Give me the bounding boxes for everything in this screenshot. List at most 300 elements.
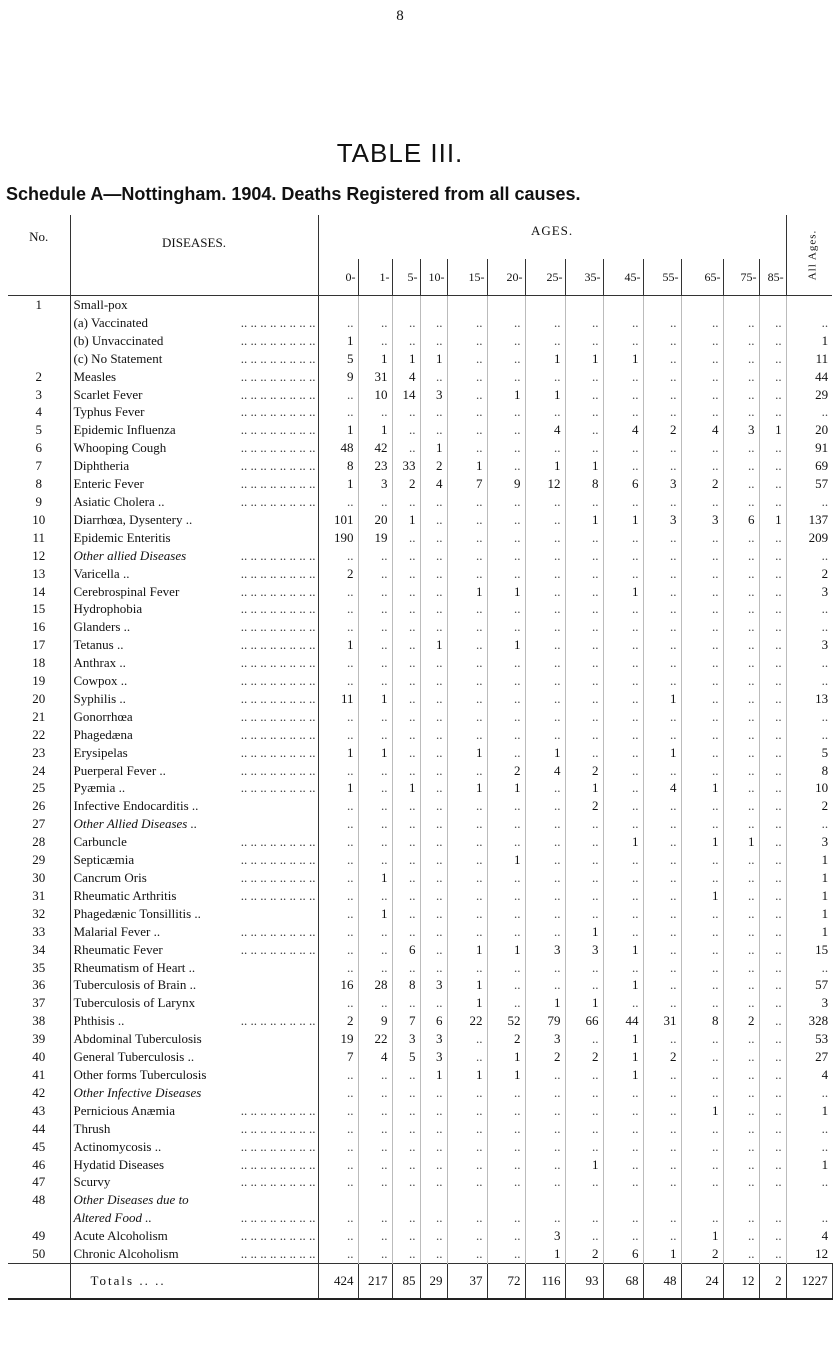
age-value: 4 <box>392 368 420 386</box>
age-value: .. <box>420 672 447 690</box>
disease-name-cell <box>70 923 318 941</box>
disease-name: Measles <box>74 369 120 384</box>
disease-name: Enteric Fever <box>74 476 147 491</box>
age-value: .. <box>318 708 358 726</box>
age-value: .. <box>723 1209 759 1227</box>
age-value: .. <box>358 815 392 833</box>
all-ages-value: .. <box>821 1120 829 1136</box>
age-value: .. <box>565 1138 603 1156</box>
age-value: 1 <box>565 511 603 529</box>
all-ages-value <box>786 1191 832 1209</box>
age-value: .. <box>759 1245 786 1263</box>
age-value: .. <box>358 1120 392 1138</box>
disease-name-cell <box>70 1209 318 1227</box>
age-value: .. <box>392 1156 420 1174</box>
age-value: 1 <box>759 421 786 439</box>
disease-name: Malarial Fever .. <box>74 924 164 939</box>
row-number: 19 <box>8 672 70 690</box>
age-value: .. <box>487 923 525 941</box>
age-value: .. <box>565 1120 603 1138</box>
age-value: 1 <box>565 779 603 797</box>
age-value: .. <box>447 493 487 511</box>
all-ages-value: .. <box>821 816 829 832</box>
age-value: 1 <box>318 421 358 439</box>
age-value: 9 <box>487 475 525 493</box>
age-value: 14 <box>392 386 420 404</box>
age-value: .. <box>392 869 420 887</box>
age-value: .. <box>420 547 447 565</box>
age-value: 2 <box>681 1245 723 1263</box>
age-value: .. <box>723 887 759 905</box>
age-value: .. <box>420 726 447 744</box>
disease-name-cell <box>70 314 318 332</box>
disease-name-cell <box>70 941 318 959</box>
age-value: .. <box>392 529 420 547</box>
disease-name-cell <box>70 350 318 368</box>
all-ages-value: .. <box>821 1174 829 1190</box>
age-value: .. <box>525 403 565 421</box>
disease-name: Other allied Diseases <box>74 548 190 563</box>
age-value: .. <box>681 350 723 368</box>
age-value: .. <box>447 332 487 350</box>
table-row <box>8 1120 832 1138</box>
all-ages-value: .. <box>821 1138 829 1154</box>
age-value: .. <box>447 1209 487 1227</box>
table-row <box>8 851 832 869</box>
age-value: .. <box>420 708 447 726</box>
age-value: 3 <box>358 475 392 493</box>
age-value: 1 <box>565 350 603 368</box>
age-value: .. <box>603 797 643 815</box>
age-value: .. <box>643 1173 681 1191</box>
age-value: .. <box>643 959 681 977</box>
age-value: .. <box>420 887 447 905</box>
age-value: .. <box>681 457 723 475</box>
age-value: .. <box>318 833 358 851</box>
age-value: .. <box>681 636 723 654</box>
row-number: 14 <box>8 583 70 601</box>
age-value: .. <box>643 600 681 618</box>
age-value: .. <box>392 618 420 636</box>
age-value: .. <box>447 708 487 726</box>
age-value: 1 <box>420 1066 447 1084</box>
age-value: .. <box>358 1227 392 1245</box>
age-value: 1 <box>759 511 786 529</box>
age-value: 1 <box>358 350 392 368</box>
all-ages-value: 4 <box>821 1066 829 1082</box>
row-number: 18 <box>8 654 70 672</box>
age-value: .. <box>318 797 358 815</box>
age-value: .. <box>723 1173 759 1191</box>
all-ages-value: 137 <box>808 511 829 527</box>
age-value: .. <box>392 762 420 780</box>
table-row <box>8 421 832 439</box>
age-value: 4 <box>603 421 643 439</box>
age-value <box>358 296 392 314</box>
age-value: .. <box>681 600 723 618</box>
age-value: .. <box>643 762 681 780</box>
disease-name: Carbuncle <box>74 834 130 849</box>
age-value: .. <box>318 994 358 1012</box>
age-value: 1 <box>681 779 723 797</box>
age-value: .. <box>603 332 643 350</box>
disease-name-cell <box>70 654 318 672</box>
age-value: .. <box>525 636 565 654</box>
table-row <box>8 654 832 672</box>
age-value: .. <box>723 547 759 565</box>
age-value: .. <box>643 869 681 887</box>
disease-name: (c) No Statement <box>74 351 166 366</box>
age-value <box>525 1191 565 1209</box>
all-ages-header <box>786 215 832 296</box>
age-group-header: 65- <box>681 259 723 296</box>
disease-name-cell <box>70 672 318 690</box>
age-value: .. <box>643 994 681 1012</box>
age-value: .. <box>565 314 603 332</box>
age-value: .. <box>447 529 487 547</box>
age-value: .. <box>392 600 420 618</box>
age-value: .. <box>643 708 681 726</box>
age-value: 1 <box>420 439 447 457</box>
age-value: .. <box>759 1227 786 1245</box>
age-value: .. <box>723 1048 759 1066</box>
age-value: .. <box>318 547 358 565</box>
age-value: 1 <box>392 779 420 797</box>
age-value: .. <box>681 1209 723 1227</box>
table-row <box>8 887 832 905</box>
disease-name: Phthisis .. <box>74 1013 128 1028</box>
age-value: 1 <box>318 332 358 350</box>
age-value: .. <box>487 833 525 851</box>
row-number: 22 <box>8 726 70 744</box>
table-row <box>8 815 832 833</box>
disease-name-cell <box>70 403 318 421</box>
age-value: .. <box>447 1048 487 1066</box>
row-number: 46 <box>8 1156 70 1174</box>
age-value: .. <box>447 403 487 421</box>
table-row <box>8 350 832 368</box>
age-value: .. <box>565 439 603 457</box>
row-number <box>8 332 70 350</box>
age-value: .. <box>723 1156 759 1174</box>
age-value: .. <box>681 1084 723 1102</box>
age-value: 1 <box>447 744 487 762</box>
total-value: 116 <box>525 1263 565 1299</box>
row-number: 21 <box>8 708 70 726</box>
disease-name: Typhus Fever <box>74 404 148 419</box>
age-value: 1 <box>487 941 525 959</box>
age-value: .. <box>447 1245 487 1263</box>
table-row <box>8 779 832 797</box>
age-value: .. <box>759 583 786 601</box>
table-row <box>8 1138 832 1156</box>
row-number: 26 <box>8 797 70 815</box>
disease-name-cell <box>70 690 318 708</box>
age-value: .. <box>420 851 447 869</box>
row-number: 13 <box>8 565 70 583</box>
age-value: 5 <box>318 350 358 368</box>
age-value: .. <box>525 690 565 708</box>
age-value: .. <box>603 1102 643 1120</box>
age-value: .. <box>358 618 392 636</box>
age-value: .. <box>420 583 447 601</box>
age-value: .. <box>447 672 487 690</box>
age-value: .. <box>681 923 723 941</box>
age-value: .. <box>525 976 565 994</box>
age-value: 20 <box>358 511 392 529</box>
age-value: .. <box>643 887 681 905</box>
age-value: .. <box>681 403 723 421</box>
age-value: .. <box>723 1084 759 1102</box>
all-ages-value: 91 <box>815 440 829 456</box>
age-value: .. <box>723 815 759 833</box>
age-value: .. <box>392 690 420 708</box>
age-value: .. <box>681 959 723 977</box>
age-value: 1 <box>525 350 565 368</box>
age-value: 8 <box>318 457 358 475</box>
age-value: .. <box>525 314 565 332</box>
age-value <box>723 296 759 314</box>
age-value: .. <box>759 1066 786 1084</box>
age-value: .. <box>565 815 603 833</box>
row-number: 36 <box>8 976 70 994</box>
age-value: .. <box>681 815 723 833</box>
age-value: .. <box>420 994 447 1012</box>
age-value: 12 <box>525 475 565 493</box>
age-value: .. <box>358 1156 392 1174</box>
age-value: .. <box>603 959 643 977</box>
age-value: .. <box>447 869 487 887</box>
age-value <box>420 296 447 314</box>
all-ages-value: 29 <box>815 386 829 402</box>
disease-name-cell <box>70 511 318 529</box>
age-value <box>392 296 420 314</box>
disease-name-cell <box>70 744 318 762</box>
age-value: .. <box>759 475 786 493</box>
table-row <box>8 386 832 404</box>
disease-name-cell <box>70 1102 318 1120</box>
row-number: 5 <box>8 421 70 439</box>
age-value: 2 <box>392 475 420 493</box>
age-value: 1 <box>487 636 525 654</box>
age-value: 1 <box>392 511 420 529</box>
age-value: .. <box>392 923 420 941</box>
table-row <box>8 1012 832 1030</box>
age-value: .. <box>318 654 358 672</box>
all-ages-value: 1 <box>821 870 829 885</box>
age-value: .. <box>723 583 759 601</box>
age-value: .. <box>565 600 603 618</box>
age-value: .. <box>447 833 487 851</box>
row-number: 34 <box>8 941 70 959</box>
age-value: .. <box>420 744 447 762</box>
age-value: .. <box>525 654 565 672</box>
age-value <box>603 1191 643 1209</box>
age-value: .. <box>487 547 525 565</box>
age-value: .. <box>318 618 358 636</box>
age-value: .. <box>358 887 392 905</box>
age-value: 1 <box>318 779 358 797</box>
age-value: .. <box>603 851 643 869</box>
age-value: 5 <box>392 1048 420 1066</box>
age-value: .. <box>565 547 603 565</box>
age-value: .. <box>420 368 447 386</box>
row-number: 44 <box>8 1120 70 1138</box>
age-value: 1 <box>525 386 565 404</box>
all-ages-value: 3 <box>821 637 829 653</box>
age-value: .. <box>723 475 759 493</box>
age-value: .. <box>420 1156 447 1174</box>
age-value: 7 <box>392 1012 420 1030</box>
age-value: .. <box>723 1102 759 1120</box>
age-value: .. <box>681 386 723 404</box>
age-value: .. <box>565 976 603 994</box>
age-value: .. <box>487 869 525 887</box>
table-row <box>8 994 832 1012</box>
age-value: .. <box>420 565 447 583</box>
age-value: .. <box>525 959 565 977</box>
age-value: .. <box>392 421 420 439</box>
age-value: .. <box>681 726 723 744</box>
age-value: .. <box>525 1173 565 1191</box>
age-value: .. <box>759 797 786 815</box>
age-value: .. <box>318 959 358 977</box>
table-row <box>8 1048 832 1066</box>
age-value: .. <box>723 1245 759 1263</box>
age-value: .. <box>759 529 786 547</box>
age-value: .. <box>723 368 759 386</box>
row-number: 43 <box>8 1102 70 1120</box>
age-value: .. <box>643 583 681 601</box>
age-value: .. <box>759 368 786 386</box>
age-value: .. <box>487 797 525 815</box>
age-value: .. <box>358 941 392 959</box>
age-value: .. <box>392 1102 420 1120</box>
age-value: .. <box>525 779 565 797</box>
disease-name: Tetanus .. <box>74 637 127 652</box>
age-value: .. <box>318 941 358 959</box>
age-value: .. <box>487 1084 525 1102</box>
table-row <box>8 439 832 457</box>
age-value: .. <box>643 368 681 386</box>
age-value: .. <box>420 923 447 941</box>
age-value: .. <box>681 439 723 457</box>
age-value: .. <box>603 815 643 833</box>
age-value: 1 <box>358 690 392 708</box>
disease-name: Rheumatic Fever <box>74 942 166 957</box>
age-value: .. <box>525 869 565 887</box>
age-value: .. <box>392 672 420 690</box>
age-value: .. <box>723 941 759 959</box>
age-value: .. <box>723 797 759 815</box>
age-value: .. <box>565 403 603 421</box>
age-value: 31 <box>643 1012 681 1030</box>
age-value <box>318 1191 358 1209</box>
age-value: 1 <box>392 350 420 368</box>
age-value: 1 <box>358 744 392 762</box>
all-ages-value: .. <box>821 1084 829 1100</box>
disease-name-cell <box>70 493 318 511</box>
age-value: .. <box>447 1173 487 1191</box>
age-value: .. <box>525 1138 565 1156</box>
age-value: .. <box>603 923 643 941</box>
age-value: .. <box>487 1156 525 1174</box>
age-value: .. <box>487 959 525 977</box>
age-value: .. <box>487 439 525 457</box>
age-value: 1 <box>447 994 487 1012</box>
age-value: .. <box>723 959 759 977</box>
row-number: 32 <box>8 905 70 923</box>
disease-name-cell <box>70 1156 318 1174</box>
age-value: .. <box>759 744 786 762</box>
disease-name: Other Diseases due to <box>74 1192 192 1207</box>
age-value: .. <box>759 905 786 923</box>
age-value: .. <box>318 1084 358 1102</box>
row-number: 37 <box>8 994 70 1012</box>
all-ages-value: 15 <box>815 941 829 957</box>
age-value: .. <box>525 600 565 618</box>
row-number: 48 <box>8 1191 70 1209</box>
all-ages-value: 57 <box>815 977 829 993</box>
age-value: 48 <box>318 439 358 457</box>
all-ages-value: 53 <box>815 1031 829 1047</box>
age-value: .. <box>392 1173 420 1191</box>
age-value: 6 <box>420 1012 447 1030</box>
disease-name: Actinomycosis .. <box>74 1139 165 1154</box>
age-group-header: 1- <box>358 259 392 296</box>
age-value: .. <box>759 1173 786 1191</box>
age-value: .. <box>420 959 447 977</box>
age-value: 2 <box>643 1048 681 1066</box>
age-value: .. <box>318 583 358 601</box>
age-value: .. <box>525 493 565 511</box>
age-value: .. <box>681 690 723 708</box>
age-value: .. <box>565 690 603 708</box>
all-ages-value: 1 <box>821 887 829 903</box>
age-value: .. <box>723 332 759 350</box>
row-number: 29 <box>8 851 70 869</box>
age-value: 1 <box>318 636 358 654</box>
all-ages-label: All Ages. <box>805 229 818 281</box>
age-value: .. <box>392 1209 420 1227</box>
age-value: .. <box>525 1120 565 1138</box>
age-value: .. <box>487 403 525 421</box>
table-row <box>8 368 832 386</box>
age-value: .. <box>392 403 420 421</box>
age-value: .. <box>420 1173 447 1191</box>
disease-name-cell <box>70 708 318 726</box>
age-value: 2 <box>565 797 603 815</box>
age-value: .. <box>392 1084 420 1102</box>
age-value: .. <box>565 833 603 851</box>
age-value: 16 <box>318 976 358 994</box>
disease-name: Rheumatism of Heart .. <box>74 960 199 975</box>
age-value: 33 <box>392 457 420 475</box>
age-value: .. <box>723 726 759 744</box>
age-value: .. <box>723 636 759 654</box>
age-value: 4 <box>525 762 565 780</box>
age-value: .. <box>681 1066 723 1084</box>
disease-name: Hydatid Diseases <box>74 1157 168 1172</box>
age-value: .. <box>565 1173 603 1191</box>
age-value: .. <box>603 779 643 797</box>
age-value: 1 <box>447 457 487 475</box>
age-value: .. <box>603 1227 643 1245</box>
age-value: .. <box>759 1048 786 1066</box>
age-value: 1 <box>318 744 358 762</box>
age-value: .. <box>565 744 603 762</box>
age-value: 31 <box>358 368 392 386</box>
